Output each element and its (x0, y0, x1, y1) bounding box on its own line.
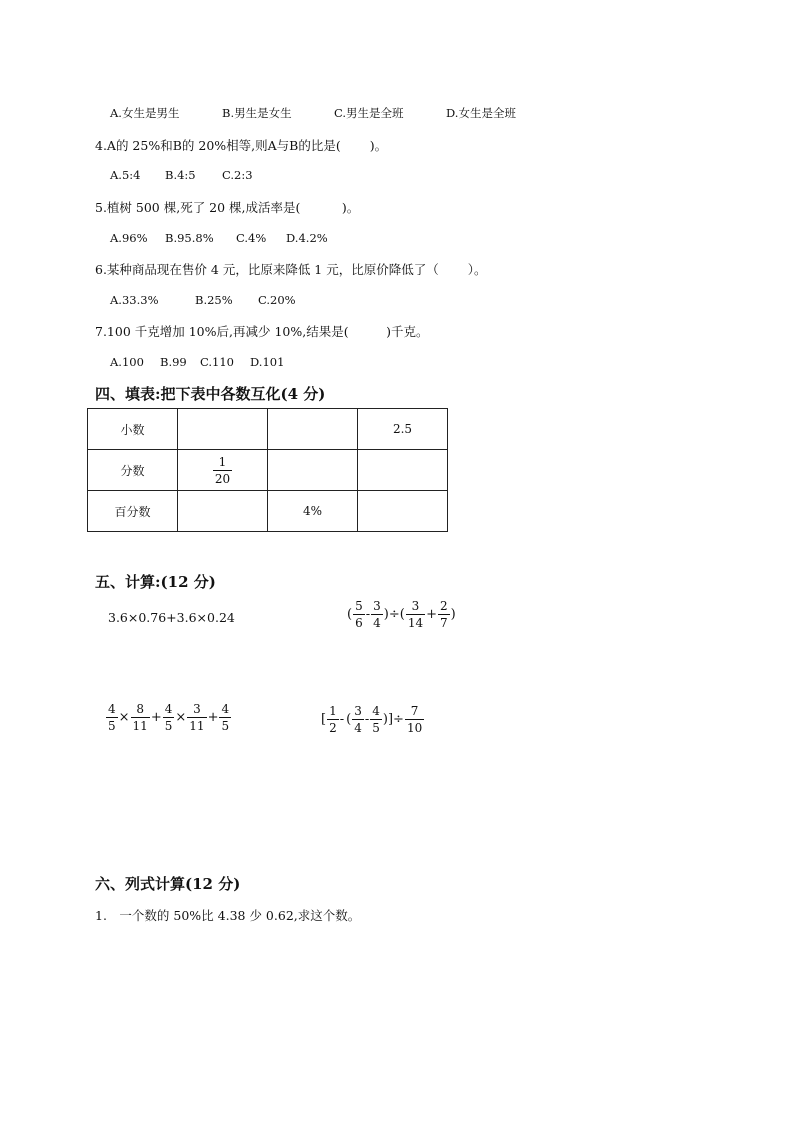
table-cell-label: 小数 (88, 409, 178, 450)
q7-option-b: B.99 (160, 355, 187, 369)
calc-expression-4: [ $\frac{1}{2}$ - ( $\frac{3}{4}$ - $\frac{4}{5}$ )]÷ $\frac{7}{10}$ (321, 704, 423, 735)
q5-option-c: C.4% (236, 231, 267, 245)
calc-expression-1: 3.6×0.76+3.6×0.24 (108, 610, 235, 625)
q5-option-a: A.96% (110, 231, 148, 245)
q7-text: 7.100 千克增加 10%后,再减少 10%,结果是( )千克。 (95, 324, 429, 339)
q4-option-b: B.4:5 (165, 168, 196, 182)
section5-title: 五、计算:(12 分) (95, 573, 216, 591)
conversion-table (87, 408, 448, 532)
table-cell (268, 409, 358, 450)
table-cell-label: 分数 (88, 450, 178, 491)
table-cell (178, 491, 268, 532)
table-row (88, 409, 448, 450)
q3-option-d: D.女生是全班 (446, 106, 516, 120)
q7-option-c: C.110 (200, 355, 234, 369)
q6-option-b: B.25% (195, 293, 233, 307)
table-cell-fraction (178, 450, 268, 491)
q6-option-a: A.33.3% (110, 293, 159, 307)
q3-option-c: C.男生是全班 (334, 106, 404, 120)
q3-option-a: A.女生是男生 (110, 106, 180, 120)
numerator: 1 (218, 454, 227, 469)
table-cell (358, 491, 448, 532)
table-cell-label: 百分数 (88, 491, 178, 532)
denominator: 20 (214, 471, 231, 486)
q6-text: 6.某种商品现在售价 4 元，比原来降低 1 元，比原价降低了（ ）。 (95, 262, 487, 277)
q6-option-c: C.20% (258, 293, 296, 307)
section6-title: 六、列式计算(12 分) (95, 875, 241, 893)
fraction (213, 456, 232, 485)
table-cell: 4% (268, 491, 358, 532)
q5-option-d: D.4.2% (286, 231, 328, 245)
section6-question-1: 1. 一个数的 50%比 4.38 少 0.62,求这个数。 (95, 908, 361, 923)
q4-text: 4.A的 25%和B的 20%相等,则A与B的比是( )。 (95, 138, 388, 153)
table-cell: 2.5 (358, 409, 448, 450)
q3-option-b: B.男生是女生 (222, 106, 292, 120)
q5-option-b: B.95.8% (165, 231, 214, 245)
calc-expression-2: ( $\frac{5}{6}$ - $\frac{3}{4}$ )÷( $\frac{3}{14}$ + $\frac{2}{7}$ ) (347, 599, 456, 630)
table-cell (358, 450, 448, 491)
q7-option-a: A.100 (110, 355, 144, 369)
q4-option-a: A.5:4 (110, 168, 141, 182)
table-cell (268, 450, 358, 491)
table-cell (178, 409, 268, 450)
table-row (88, 450, 448, 491)
q4-option-c: C.2:3 (222, 168, 253, 182)
table-row (88, 491, 448, 532)
calc-expression-3: $\frac{4}{5}$ × $\frac{8}{11}$ + $\frac{4}{5}$ × $\frac{3}{11}$ + $\frac{4}{5}$ (108, 702, 230, 733)
q7-option-d: D.101 (250, 355, 285, 369)
section4-title: 四、填表:把下表中各数互化(4 分) (95, 385, 326, 403)
q5-text: 5.植树 500 棵,死了 20 棵,成活率是( )。 (95, 200, 360, 215)
